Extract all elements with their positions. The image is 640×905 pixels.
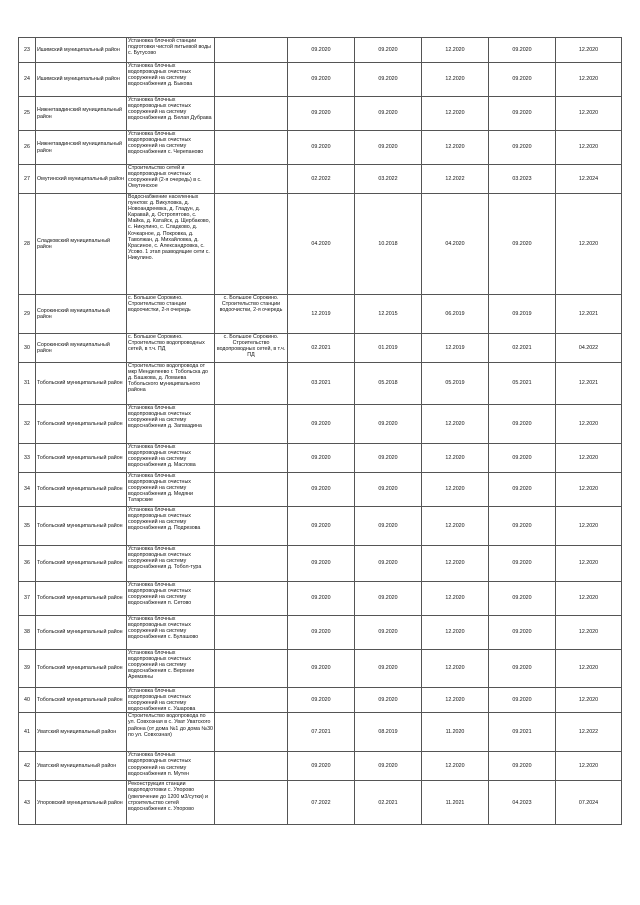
object-note <box>215 713 288 752</box>
date-3: 12.2020 <box>422 97 489 131</box>
district-cell: Уватский муниципальный район <box>36 752 127 781</box>
district-cell: Сорокинский муниципальный район <box>36 295 127 334</box>
date-2: 01.2019 <box>355 334 422 363</box>
date-5: 12.2020 <box>556 752 622 781</box>
object-note <box>215 405 288 444</box>
work-description: с. Большое Сорокино. Строительство станции водоочистки, 2-я очередь <box>127 295 215 334</box>
work-description: Установка блочных водопроводных очистных сооружений на систему водоснабжения с. Черепаново <box>127 131 215 165</box>
work-description: Установка блочных водопроводных очистных сооружений на систему водоснабжения д. Быкова <box>127 63 215 97</box>
date-3: 05.2019 <box>422 363 489 405</box>
district-cell: Тобольский муниципальный район <box>36 444 127 473</box>
date-4: 09.2020 <box>489 582 556 616</box>
row-number: 30 <box>19 334 36 363</box>
date-4: 09.2019 <box>489 295 556 334</box>
date-2: 08.2019 <box>355 713 422 752</box>
date-5: 12.2024 <box>556 165 622 194</box>
date-4: 02.2021 <box>489 334 556 363</box>
date-1: 12.2019 <box>288 295 355 334</box>
date-4: 09.2020 <box>489 688 556 713</box>
date-3: 12.2019 <box>422 334 489 363</box>
table-row <box>19 444 622 473</box>
row-number: 41 <box>19 713 36 752</box>
date-1: 09.2020 <box>288 38 355 63</box>
date-5: 12.2020 <box>556 97 622 131</box>
date-4: 09.2020 <box>489 131 556 165</box>
row-number: 43 <box>19 781 36 825</box>
table-row <box>19 97 622 131</box>
date-5: 12.2020 <box>556 616 622 650</box>
date-2: 09.2020 <box>355 63 422 97</box>
row-number: 39 <box>19 650 36 688</box>
district-cell: Тобольский муниципальный район <box>36 546 127 582</box>
date-1: 09.2020 <box>288 546 355 582</box>
work-description: Установка блочных водопроводных очистных сооружений на систему водоснабжения д. Подрезова <box>127 507 215 546</box>
date-5: 12.2020 <box>556 473 622 507</box>
table-row <box>19 63 622 97</box>
date-4: 09.2020 <box>489 405 556 444</box>
table-row <box>19 131 622 165</box>
date-3: 12.2020 <box>422 63 489 97</box>
date-4: 09.2020 <box>489 650 556 688</box>
date-5: 12.2022 <box>556 713 622 752</box>
date-1: 02.2021 <box>288 334 355 363</box>
object-note <box>215 194 288 295</box>
table-row <box>19 295 622 334</box>
date-3: 12.2022 <box>422 165 489 194</box>
date-4: 09.2020 <box>489 97 556 131</box>
date-3: 06.2019 <box>422 295 489 334</box>
work-description: с. Большое Сорокино. Строительство водопроводных сетей, в т.ч. ПД <box>127 334 215 363</box>
object-note <box>215 582 288 616</box>
date-5: 12.2020 <box>556 194 622 295</box>
work-description: Строительство водопровода по ул. Совхозная в с. Уват Уватского района (от дома №1 до дома №30 по ул. Совхозная) <box>127 713 215 752</box>
table-row <box>19 650 622 688</box>
date-3: 12.2020 <box>422 546 489 582</box>
date-3: 12.2020 <box>422 688 489 713</box>
object-note <box>215 781 288 825</box>
date-2: 09.2020 <box>355 131 422 165</box>
date-3: 12.2020 <box>422 616 489 650</box>
date-1: 03.2021 <box>288 363 355 405</box>
object-note <box>215 165 288 194</box>
row-number: 32 <box>19 405 36 444</box>
table-row <box>19 194 622 295</box>
district-cell: Уватский муниципальный район <box>36 713 127 752</box>
district-cell: Тобольский муниципальный район <box>36 507 127 546</box>
table-row <box>19 507 622 546</box>
table-row <box>19 165 622 194</box>
date-3: 12.2020 <box>422 444 489 473</box>
date-2: 05.2018 <box>355 363 422 405</box>
date-3: 12.2020 <box>422 405 489 444</box>
date-5: 12.2020 <box>556 582 622 616</box>
date-3: 11.2021 <box>422 781 489 825</box>
object-note <box>215 616 288 650</box>
district-cell: Тобольский муниципальный район <box>36 650 127 688</box>
row-number: 36 <box>19 546 36 582</box>
row-number: 27 <box>19 165 36 194</box>
date-1: 09.2020 <box>288 97 355 131</box>
date-4: 09.2021 <box>489 713 556 752</box>
date-3: 12.2020 <box>422 473 489 507</box>
work-description: Установка блочных водопроводных очистных сооружений на систему водоснабжения с. Верхние Аремзяны <box>127 650 215 688</box>
date-4: 09.2020 <box>489 507 556 546</box>
date-5: 04.2022 <box>556 334 622 363</box>
district-cell: Сорокинский муниципальный район <box>36 334 127 363</box>
date-2: 09.2020 <box>355 405 422 444</box>
date-2: 09.2020 <box>355 616 422 650</box>
date-1: 09.2020 <box>288 63 355 97</box>
district-cell: Тобольский муниципальный район <box>36 405 127 444</box>
row-number: 40 <box>19 688 36 713</box>
date-1: 09.2020 <box>288 131 355 165</box>
district-cell: Ишимский муниципальный район <box>36 63 127 97</box>
work-description: Установка блочных водопроводных очистных сооружений на систему водоснабжения д. Тобол-тура <box>127 546 215 582</box>
date-4: 09.2020 <box>489 194 556 295</box>
date-5: 12.2020 <box>556 507 622 546</box>
object-note <box>215 444 288 473</box>
table-row <box>19 38 622 63</box>
table-row <box>19 582 622 616</box>
date-5: 12.2020 <box>556 546 622 582</box>
row-number: 26 <box>19 131 36 165</box>
work-description: Строительство сетей и водопроводных очистных сооружений (2-я очередь) в с. Омутинское <box>127 165 215 194</box>
date-3: 12.2020 <box>422 752 489 781</box>
date-5: 12.2020 <box>556 444 622 473</box>
date-1: 09.2020 <box>288 444 355 473</box>
date-2: 02.2021 <box>355 781 422 825</box>
date-5: 12.2021 <box>556 363 622 405</box>
date-2: 09.2020 <box>355 688 422 713</box>
date-2: 09.2020 <box>355 38 422 63</box>
district-cell: Нижнетавдинский муниципальный район <box>36 131 127 165</box>
date-1: 09.2020 <box>288 507 355 546</box>
date-3: 12.2020 <box>422 582 489 616</box>
district-cell: Тобольский муниципальный район <box>36 688 127 713</box>
date-2: 09.2020 <box>355 507 422 546</box>
table-row <box>19 713 622 752</box>
district-cell: Нижнетавдинский муниципальный район <box>36 97 127 131</box>
date-2: 09.2020 <box>355 650 422 688</box>
date-2: 09.2020 <box>355 444 422 473</box>
district-cell: Тобольский муниципальный район <box>36 363 127 405</box>
date-3: 12.2020 <box>422 131 489 165</box>
row-number: 33 <box>19 444 36 473</box>
row-number: 37 <box>19 582 36 616</box>
date-4: 04.2023 <box>489 781 556 825</box>
table-body <box>19 38 622 825</box>
date-2: 09.2020 <box>355 546 422 582</box>
work-description: Установка блочных водопроводных очистных сооружений на систему водоснабжения п. Сетово <box>127 582 215 616</box>
table-row <box>19 546 622 582</box>
date-5: 12.2020 <box>556 405 622 444</box>
district-cell: Упоровский муниципальный район <box>36 781 127 825</box>
row-number: 24 <box>19 63 36 97</box>
date-4: 09.2020 <box>489 38 556 63</box>
table-row <box>19 616 622 650</box>
date-5: 12.2021 <box>556 295 622 334</box>
work-description: Установка блочных водопроводных очистных сооружений на систему водоснабжения п. Мутен <box>127 752 215 781</box>
table-row <box>19 405 622 444</box>
date-4: 09.2020 <box>489 546 556 582</box>
date-3: 12.2020 <box>422 507 489 546</box>
date-4: 09.2020 <box>489 752 556 781</box>
date-1: 09.2020 <box>288 473 355 507</box>
district-cell: Тобольский муниципальный район <box>36 582 127 616</box>
date-4: 09.2020 <box>489 444 556 473</box>
date-5: 12.2020 <box>556 650 622 688</box>
table-row <box>19 752 622 781</box>
date-4: 05.2021 <box>489 363 556 405</box>
table-row <box>19 473 622 507</box>
date-1: 02.2022 <box>288 165 355 194</box>
date-5: 12.2020 <box>556 131 622 165</box>
date-5: 07.2024 <box>556 781 622 825</box>
row-number: 29 <box>19 295 36 334</box>
row-number: 38 <box>19 616 36 650</box>
date-3: 04.2020 <box>422 194 489 295</box>
district-cell: Сладковский муниципальный район <box>36 194 127 295</box>
object-note: с. Большое Сорокино. Строительство водопроводных сетей, в т.ч. ПД <box>215 334 288 363</box>
date-4: 09.2020 <box>489 616 556 650</box>
date-3: 12.2020 <box>422 38 489 63</box>
work-description: Установка блочных водопроводных очистных сооружений на систему водоснабжения д. Белая Дубрава <box>127 97 215 131</box>
table-row <box>19 363 622 405</box>
date-4: 09.2020 <box>489 473 556 507</box>
work-description: Водоснабжение населенных пунктов: д. Викуловка, д. Новоандреевка, д. Гладун, д. Каравай, д. Остропятово, с. Майка, д. Катайск, д. Щербаково, с. Никулино, с. Сладково, д. Кочкарное, д. Покровка, д. Таволжан, д. Михайловка, д. Красиное, с. Александровка, с. Усово. 1 этап разводящие сети с. Никулино. <box>127 194 215 295</box>
table-row <box>19 781 622 825</box>
date-1: 07.2021 <box>288 713 355 752</box>
row-number: 28 <box>19 194 36 295</box>
date-2: 12.2015 <box>355 295 422 334</box>
object-note <box>215 38 288 63</box>
date-1: 04.2020 <box>288 194 355 295</box>
row-number: 35 <box>19 507 36 546</box>
date-5: 12.2020 <box>556 688 622 713</box>
object-note <box>215 507 288 546</box>
district-cell: Тобольский муниципальный район <box>36 616 127 650</box>
date-2: 09.2020 <box>355 582 422 616</box>
district-cell: Ишимский муниципальный район <box>36 38 127 63</box>
work-description: Строительство водопровода от мкр Менделеево г. Тобольска до д. Башкова, д. Ломаева Тобольского муниципального района <box>127 363 215 405</box>
row-number: 31 <box>19 363 36 405</box>
object-note <box>215 650 288 688</box>
work-description: Установка блочных водопроводных очистных сооружений на систему водоснабжения д. Медяни Татарские <box>127 473 215 507</box>
object-note <box>215 688 288 713</box>
date-5: 12.2020 <box>556 63 622 97</box>
date-1: 09.2020 <box>288 582 355 616</box>
object-note <box>215 752 288 781</box>
row-number: 42 <box>19 752 36 781</box>
date-2: 09.2020 <box>355 752 422 781</box>
object-note <box>215 473 288 507</box>
row-number: 25 <box>19 97 36 131</box>
row-number: 34 <box>19 473 36 507</box>
table-row <box>19 334 622 363</box>
date-3: 12.2020 <box>422 650 489 688</box>
district-cell: Омутинский муниципальный район <box>36 165 127 194</box>
date-1: 09.2020 <box>288 616 355 650</box>
date-2: 10.2018 <box>355 194 422 295</box>
date-4: 03.2023 <box>489 165 556 194</box>
date-4: 09.2020 <box>489 63 556 97</box>
object-note <box>215 63 288 97</box>
work-description: Установка блочных водопроводных очистных сооружений на систему водоснабжения с. Ушарова <box>127 688 215 713</box>
date-1: 09.2020 <box>288 688 355 713</box>
object-note <box>215 131 288 165</box>
object-note <box>215 97 288 131</box>
work-description: Установка блочных водопроводных очистных сооружений на систему водоснабжения д. Загваздина <box>127 405 215 444</box>
date-1: 09.2020 <box>288 752 355 781</box>
object-note <box>215 363 288 405</box>
date-2: 03.2022 <box>355 165 422 194</box>
date-2: 09.2020 <box>355 473 422 507</box>
work-description: Установка блочных водопроводных очистных сооружений на систему водоснабжения д. Маслова <box>127 444 215 473</box>
work-description: Установка блочных водопроводных очистных сооружений на систему водоснабжения с. Булашово <box>127 616 215 650</box>
date-1: 09.2020 <box>288 405 355 444</box>
work-description: Установка блочной станции подготовки чистой питьевой воды с. Бутусово <box>127 38 215 63</box>
date-5: 12.2020 <box>556 38 622 63</box>
table-row <box>19 688 622 713</box>
water-projects-table <box>18 37 622 825</box>
object-note <box>215 546 288 582</box>
date-1: 07.2022 <box>288 781 355 825</box>
date-2: 09.2020 <box>355 97 422 131</box>
row-number: 23 <box>19 38 36 63</box>
district-cell: Тобольский муниципальный район <box>36 473 127 507</box>
work-description: Реконструкция станции водоподготовки с. Упорово (увеличение до 1200 м3/сутки) и строительство сетей водоснабжения с. Упорово <box>127 781 215 825</box>
date-1: 09.2020 <box>288 650 355 688</box>
date-3: 11.2020 <box>422 713 489 752</box>
object-note: с. Большое Сорокино. Строительство станции водоочистки, 2-я очередь <box>215 295 288 334</box>
